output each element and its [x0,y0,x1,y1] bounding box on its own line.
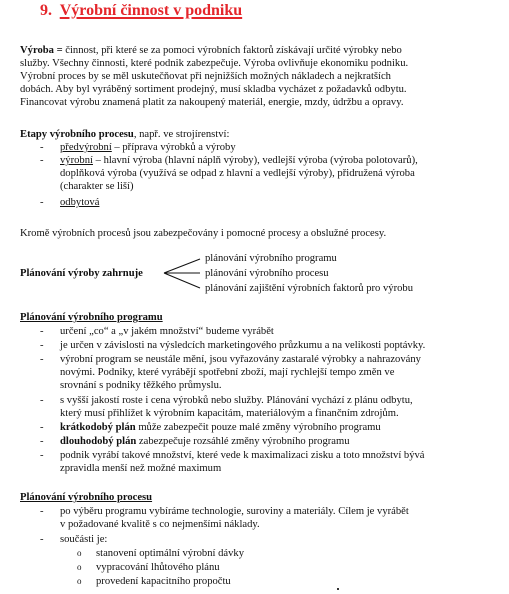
sub-bullet-icon: o [77,576,82,586]
list-bullet: - [40,436,44,447]
list-bullet: - [40,354,44,365]
sub-bullet-icon: o [77,562,82,572]
intro-term: Výroba = [20,45,63,56]
list-item: odbytová [60,197,100,208]
list-item: s vyšší jakostí roste i cena výrobků nebo služby. Plánování vychází z plánu odbytu, [60,395,413,406]
title-number: 9. [40,2,52,19]
list-item: určení „co“ a „v jakém množství“ budeme vyrábět [60,326,274,337]
list-item: je určen v závislosti na výsledcích marketingového průzkumu a na velikosti poptávky. [60,340,426,351]
list-bullet: - [40,197,44,208]
list-item-cont: srovnání s podniky těžkého průmyslu. [60,380,222,391]
list-bullet: - [40,534,44,545]
intro-line: služby. Všechny činnosti, které podnik zabezpečuje. Výroba ovlivňuje ekonomiku podniku. [20,58,409,69]
branch-arrows-icon [162,250,202,290]
list-item: podnik vyrábí takové množství, které vede k maximalizaci zisku a toto množství bývá [60,450,425,461]
list-item-cont: doplňková výroba (využívá se odpad z hlavní a vedlejší výroby), přidružená výroba [60,168,415,179]
intro-line: Financovat výrobu znamená platit za nakoupený materiál, energie, mzdy, údržbu a opravy. [20,97,404,108]
sub-bullet-icon: o [77,548,82,558]
list-item-cont: novými. Podniky, které vyrábějí spotřební zboží, mají rychlejší tempo změn ve [60,367,395,378]
scan-speck [337,588,339,590]
sub-list-item: provedení kapacitního propočtu [96,576,231,587]
list-item: výrobní program se neustále mění, jsou vyřazovány zastaralé výrobky a nahrazovány [60,354,421,365]
etapy-heading-line: Etapy výrobního procesu, např. ve strojírenství: [20,129,230,140]
intro-line: Výrobní proces by se měl uskutečňovat při nejnižších možných nákladech a nejkratších [20,71,391,82]
sub-list-item: stanovení optimální výrobní dávky [96,548,244,559]
planovani-label: Plánování výroby zahrnuje [20,268,143,279]
list-bullet: - [40,155,44,166]
list-item-cont: (charakter se liší) [60,181,134,192]
planovani-item: plánování výrobního procesu [205,268,329,279]
page-title [40,2,242,20]
list-bullet: - [40,506,44,517]
list-item: předvýrobní – příprava výrobků a výroby [60,142,236,153]
title-text: Výrobní činnost v podniku [59,2,243,19]
planovani-item: plánování výrobního programu [205,253,337,264]
pomocne-paragraph: Kromě výrobních procesů jsou zabezpečovány i pomocné procesy a obslužné procesy. [20,228,387,239]
list-bullet: - [40,395,44,406]
list-item-cont: který musí přihlížet k výrobním kapacitám, materiálovým a finančním zdrojům. [60,408,399,419]
list-item-cont: zpravidla menší než možné maximum [60,463,222,474]
list-item-cont: v požadované kvalitě s co nejmenšími náklady. [60,519,260,530]
sub-list-item: vypracování lhůtového plánu [96,562,220,573]
list-item: po výběru programu vybíráme technologie, suroviny a materiály. Cílem je vyrábět [60,506,409,517]
list-bullet: - [40,142,44,153]
list-bullet: - [40,340,44,351]
list-item: krátkodobý plán může zabezpečit pouze malé změny výrobního programu [60,422,381,433]
intro-line: dobách. Aby byl vyráběný sortiment prodejný, musí skladba vycházet z požadavků odbytu. [20,84,407,95]
list-bullet: - [40,450,44,461]
proces-heading: Plánování výrobního procesu [20,492,153,503]
intro-line: Výroba = činnost, při které se za pomoci výrobních faktorů získávají určité výrobky nebo [20,45,402,56]
list-bullet: - [40,326,44,337]
list-item: výrobní – hlavní výroba (hlavní náplň výroby), vedlejší výroba (výroba polotovarů), [60,155,418,166]
program-heading: Plánování výrobního programu [20,312,163,323]
etapy-heading: Etapy výrobního procesu [20,129,134,140]
list-bullet: - [40,422,44,433]
planovani-item: plánování zajištění výrobních faktorů pro výrobu [205,283,413,294]
list-item: součásti je: [60,534,108,545]
list-item: dlouhodobý plán zabezpečuje rozsáhlé změny výrobního programu [60,436,350,447]
